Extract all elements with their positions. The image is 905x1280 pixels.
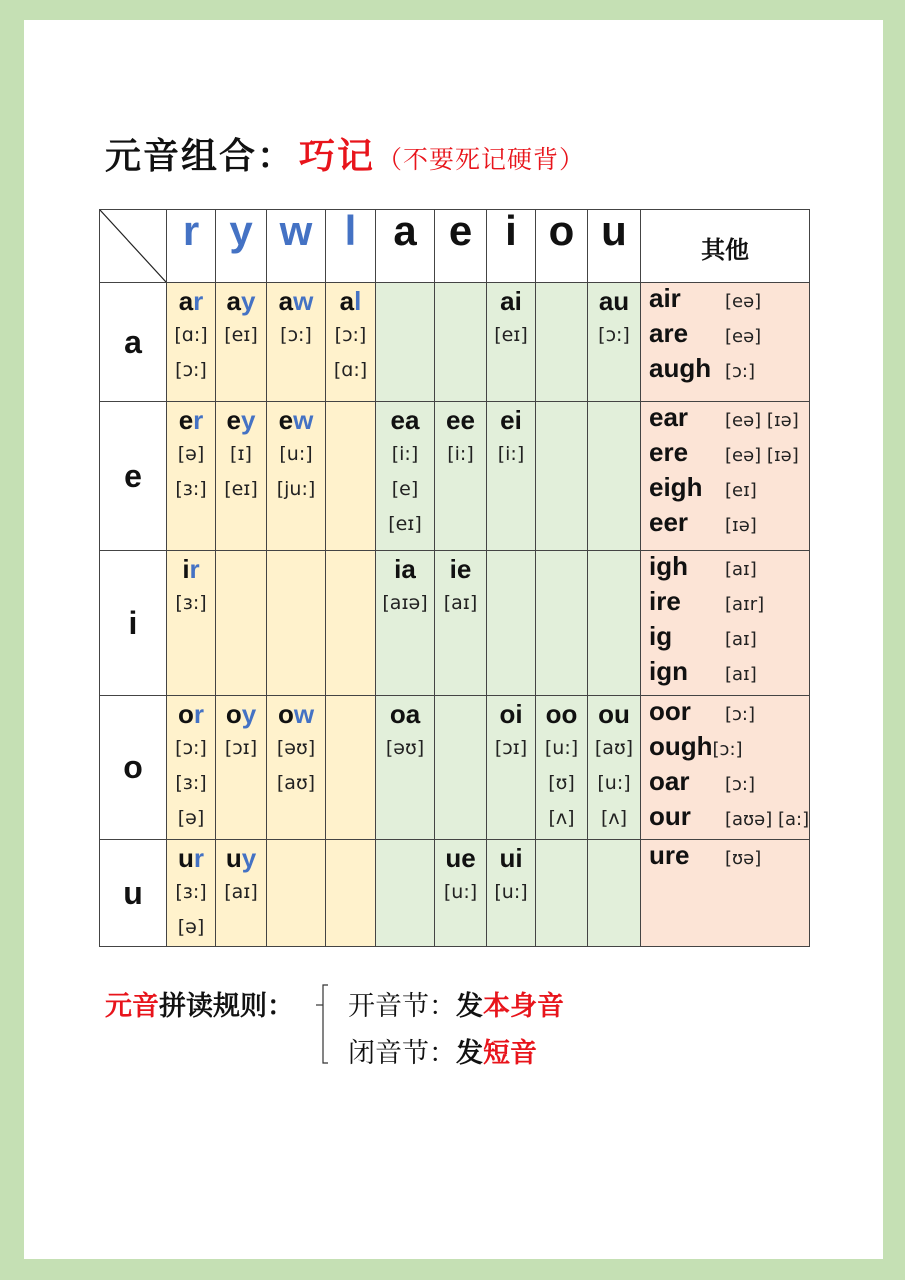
rules-label: 元音拼读规则： — [105, 991, 294, 1022]
column-header-l: l — [326, 210, 376, 283]
other-combination: are [eə] — [649, 318, 762, 348]
ipa-transcription: [ɑ:] — [333, 359, 368, 381]
cell-e-u — [588, 402, 641, 551]
ipa-transcription: [u:] — [443, 881, 478, 903]
letter-combination: ia — [394, 554, 416, 584]
cell-e-y — [216, 402, 267, 551]
ipa-transcription: [ɔɪ] — [494, 737, 528, 759]
table-row-i — [100, 551, 810, 696]
ipa-transcription: [e] — [391, 478, 419, 500]
cell-a-r — [167, 283, 216, 402]
letter-combination: ey — [226, 405, 256, 435]
letter-combination: ei — [500, 405, 522, 435]
cell-u-i — [487, 840, 536, 947]
ipa-transcription: [u:] — [279, 443, 313, 465]
cell-i-w — [267, 551, 326, 696]
ipa-transcription: [aɪə] — [382, 592, 428, 614]
cell-i-e — [435, 551, 487, 696]
other-combination: ear [eə] [ɪə] — [649, 402, 799, 432]
title-accent: 巧记 — [299, 135, 376, 177]
cell-u-u — [588, 840, 641, 947]
letter-combination: ow — [277, 699, 315, 729]
cell-a-other — [641, 283, 810, 402]
cell-i-r — [167, 551, 216, 696]
column-header-r: r — [167, 210, 216, 283]
cell-u-o — [536, 840, 588, 947]
cell-o-l — [326, 696, 376, 840]
ipa-transcription: [ə] — [177, 807, 205, 829]
other-combination: ign [aɪ] — [649, 656, 757, 686]
cell-i-u — [588, 551, 641, 696]
ipa-transcription: [ɔ:] — [175, 737, 207, 759]
cell-e-i — [487, 402, 536, 551]
ipa-transcription: [eɪ] — [494, 324, 528, 346]
left-brace-icon — [315, 984, 331, 1064]
letter-combination: oa — [389, 699, 421, 729]
other-combination: ough [ɔ:] — [649, 731, 743, 761]
letter-combination: ir — [182, 554, 200, 584]
diagonal-divider-icon — [100, 210, 166, 282]
column-header-u: u — [588, 210, 641, 283]
letter-combination: uy — [225, 843, 257, 873]
ipa-transcription: [ɜ:] — [175, 478, 207, 500]
cell-u-other — [641, 840, 810, 947]
ipa-transcription: [aɪ] — [443, 592, 478, 614]
other-combination: our [aʊə] [a:] — [649, 801, 810, 831]
cell-a-e — [435, 283, 487, 402]
letter-combination: ie — [449, 554, 472, 584]
ipa-transcription: [i:] — [497, 443, 525, 465]
letter-combination: oo — [545, 699, 578, 729]
column-header-o: o — [536, 210, 588, 283]
cell-i-y — [216, 551, 267, 696]
other-combination: ere [eə] [ɪə] — [649, 437, 799, 467]
table-header-row — [100, 210, 810, 283]
cell-i-l — [326, 551, 376, 696]
letter-combination: ew — [278, 405, 314, 435]
other-combination: air [eə] — [649, 283, 762, 313]
ipa-transcription: [ɔ:] — [280, 324, 312, 346]
ipa-transcription: [u:] — [544, 737, 579, 759]
letter-combination: al — [339, 286, 362, 316]
letter-combination: ee — [446, 405, 475, 435]
vowel-combination-table — [99, 209, 810, 947]
other-combination: ig [aɪ] — [649, 621, 757, 651]
letter-combination: ou — [598, 699, 630, 729]
ipa-transcription: [i:] — [447, 443, 474, 465]
cell-o-o — [536, 696, 588, 840]
column-header-y: y — [216, 210, 267, 283]
letter-combination: aw — [278, 286, 314, 316]
ipa-transcription: [ɜ:] — [175, 772, 207, 794]
ipa-transcription: [eɪ] — [388, 513, 422, 535]
ipa-transcription: [ɔ:] — [175, 359, 207, 381]
letter-combination: ui — [499, 843, 523, 873]
cell-i-a — [376, 551, 435, 696]
ipa-transcription: [ɔ:] — [598, 324, 630, 346]
letter-combination: ue — [445, 843, 476, 873]
open-syllable-rule: 开音节：发本身音 — [348, 991, 564, 1022]
row-header-e: e — [100, 402, 167, 551]
cell-a-i — [487, 283, 536, 402]
ipa-transcription: [ʌ] — [548, 807, 575, 829]
cell-u-r — [167, 840, 216, 947]
ipa-transcription: [ə] — [177, 443, 205, 465]
cell-o-i — [487, 696, 536, 840]
ipa-transcription: [u:] — [494, 881, 528, 903]
cell-o-e — [435, 696, 487, 840]
row-header-u: u — [100, 840, 167, 947]
ipa-transcription: [u:] — [597, 772, 631, 794]
other-combination: augh [ɔ:] — [649, 353, 755, 383]
ipa-transcription: [ɑ:] — [174, 324, 208, 346]
ipa-transcription: [i:] — [391, 443, 419, 465]
column-header-other: 其他 — [641, 210, 810, 283]
table-row-o — [100, 696, 810, 840]
cell-e-a — [376, 402, 435, 551]
other-combination: ire [aɪr] — [649, 586, 765, 616]
cell-a-y — [216, 283, 267, 402]
cell-a-o — [536, 283, 588, 402]
letter-combination: ai — [500, 286, 522, 316]
ipa-transcription: [ɜ:] — [175, 592, 207, 614]
row-header-o: o — [100, 696, 167, 840]
ipa-transcription: [aʊ] — [594, 737, 634, 759]
cell-a-l — [326, 283, 376, 402]
cell-o-u — [588, 696, 641, 840]
ipa-transcription: [ə] — [177, 916, 205, 938]
ipa-transcription: [eɪ] — [224, 478, 258, 500]
letter-combination: oi — [499, 699, 523, 729]
column-header-i: i — [487, 210, 536, 283]
ipa-transcription: [aɪ] — [224, 881, 258, 903]
cell-u-w — [267, 840, 326, 947]
letter-combination: ay — [226, 286, 256, 316]
cell-u-e — [435, 840, 487, 947]
ipa-transcription: [ju:] — [276, 478, 316, 500]
title-main: 元音组合： — [105, 135, 296, 177]
ipa-transcription: [ɪ] — [230, 443, 252, 465]
letter-combination: er — [178, 405, 204, 435]
table-row-u — [100, 840, 810, 947]
cell-o-r — [167, 696, 216, 840]
other-combination: igh [aɪ] — [649, 551, 757, 581]
closed-syllable-rule: 闭音节：发短音 — [348, 1038, 537, 1069]
cell-a-a — [376, 283, 435, 402]
letter-combination: ea — [390, 405, 420, 435]
letter-combination: ur — [177, 843, 204, 873]
cell-i-i — [487, 551, 536, 696]
row-header-a: a — [100, 283, 167, 402]
column-header-a: a — [376, 210, 435, 283]
cell-u-l — [326, 840, 376, 947]
cell-o-w — [267, 696, 326, 840]
cell-o-y — [216, 696, 267, 840]
cell-e-e — [435, 402, 487, 551]
title-subtitle: （不要死记硬背） — [377, 145, 586, 174]
other-combination: ure [ʊə] — [649, 840, 762, 870]
other-combination: oor [ɔ:] — [649, 696, 755, 726]
cell-o-a — [376, 696, 435, 840]
ipa-transcription: [ɜ:] — [175, 881, 207, 903]
ipa-transcription: [aʊ] — [276, 772, 316, 794]
cell-a-w — [267, 283, 326, 402]
row-header-i: i — [100, 551, 167, 696]
ipa-transcription: [eɪ] — [224, 324, 258, 346]
other-combination: oar [ɔ:] — [649, 766, 755, 796]
corner-cell — [100, 210, 167, 283]
other-combination: eigh [eɪ] — [649, 472, 757, 502]
table-row-a — [100, 283, 810, 402]
cell-i-other — [641, 551, 810, 696]
column-header-w: w — [267, 210, 326, 283]
column-header-e: e — [435, 210, 487, 283]
cell-e-o — [536, 402, 588, 551]
letter-combination: ar — [178, 286, 204, 316]
table-row-e — [100, 402, 810, 551]
cell-e-r — [167, 402, 216, 551]
cell-a-u — [588, 283, 641, 402]
cell-e-other — [641, 402, 810, 551]
letter-combination: or — [177, 699, 204, 729]
cell-u-a — [376, 840, 435, 947]
ipa-transcription: [ɔɪ] — [224, 737, 258, 759]
cell-o-other — [641, 696, 810, 840]
cell-e-w — [267, 402, 326, 551]
ipa-transcription: [ʊ] — [548, 772, 575, 794]
cell-e-l — [326, 402, 376, 551]
letter-combination: au — [598, 286, 630, 316]
ipa-transcription: [ʌ] — [600, 807, 628, 829]
ipa-transcription: [ɔ:] — [334, 324, 367, 346]
cell-u-y — [216, 840, 267, 947]
letter-combination: oy — [225, 699, 257, 729]
page-title — [105, 128, 585, 178]
cell-i-o — [536, 551, 588, 696]
ipa-transcription: [əʊ] — [276, 737, 316, 759]
ipa-transcription: [əʊ] — [385, 737, 425, 759]
other-combination: eer [ɪə] — [649, 507, 757, 537]
